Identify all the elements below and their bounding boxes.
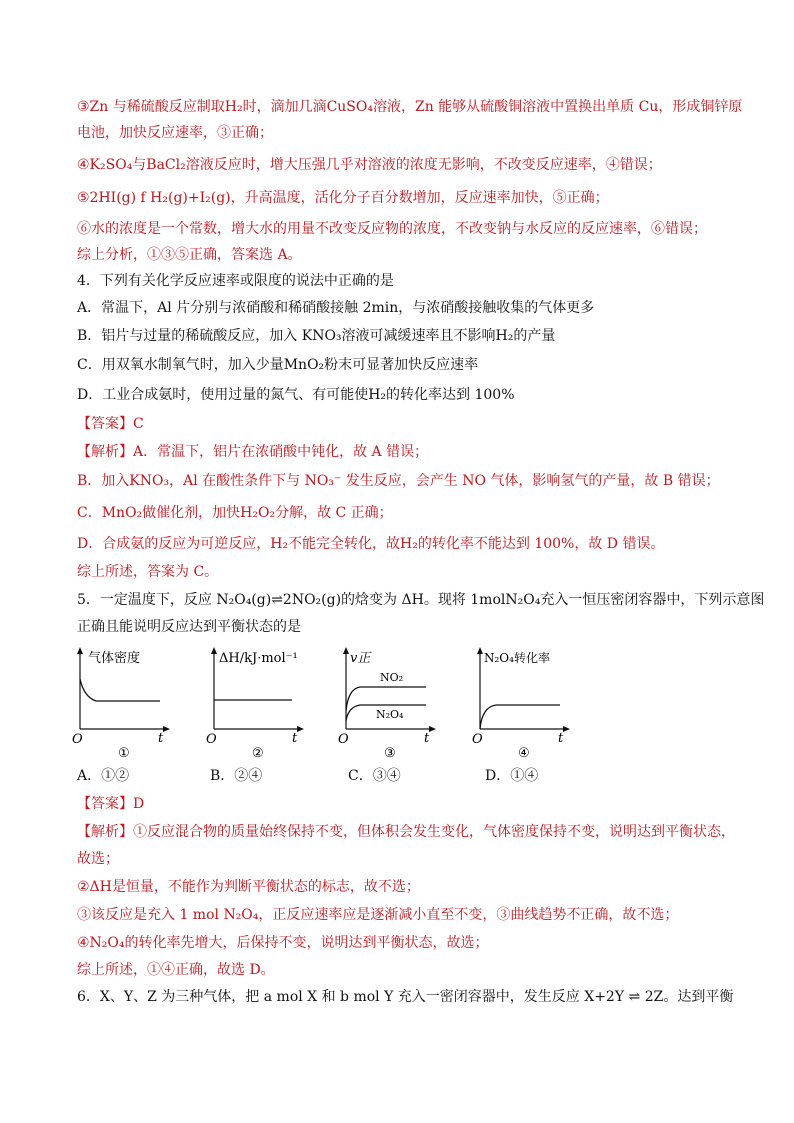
q5-diagram-1 xyxy=(70,645,180,764)
x-arrow xyxy=(563,726,570,732)
q5-exp-1a: 【解析】①反应混合物的质量始终保持不变，但体积会发生变化，气体密度保持不变，说明达到平衡状态， xyxy=(77,824,735,840)
chart-number: ② xyxy=(252,746,264,760)
q5-diagram-4 xyxy=(470,645,580,764)
chart-number: ① xyxy=(118,746,130,760)
y-arrow xyxy=(77,647,83,654)
q6-stem: 6．X、Y、Z 为三种气体，把 a mol X 和 b mol Y 充入一密闭容器中，发生反应 X+2Y ⇌ 2Z。达到平衡 xyxy=(77,989,734,1005)
y-arrow xyxy=(211,647,217,654)
origin-label: O xyxy=(338,732,349,747)
q5-option-a: A．①② xyxy=(77,768,130,784)
q5-stem-2: 正确且能说明反应达到平衡状态的是 xyxy=(77,619,301,635)
q5-exp-3: ③该反应是充入 1 mol N₂O₄，正反应速率应是逐渐减小直至不变，③曲线趋势不正确，故不选； xyxy=(77,907,679,923)
q4-exp-2: B．加入KNO₃，Al 在酸性条件下与 NO₃⁻ 发生反应，会产生 NO 气体，影响氢气的产量，故 B 错误； xyxy=(77,473,720,489)
y-arrow xyxy=(343,647,349,654)
q5-exp-5: 综上所述，①④正确，故选 D。 xyxy=(77,962,275,978)
chart-number: ④ xyxy=(518,746,530,760)
exp-line-3b: 电池，加快反应速率，③正确； xyxy=(77,125,273,141)
q5-exp-1b: 故选； xyxy=(77,851,119,867)
t-label: t xyxy=(158,731,164,746)
x-arrow xyxy=(297,726,304,732)
chart-number: ③ xyxy=(384,746,396,760)
exp-line-3a: ③Zn 与稀硫酸反应制取H₂时，滴加几滴CuSO₄溶液，Zn 能够从硫酸铜溶液中置换出单质 Cu，形成铜锌原 xyxy=(77,99,743,115)
q5-diagram-2 xyxy=(204,645,314,764)
q4-exp-1: 【解析】A．常温下，铝片在浓硝酸中钝化，故 A 错误； xyxy=(77,444,429,460)
q5-option-d: D．①④ xyxy=(485,768,539,784)
q5-exp-2: ②ΔH是恒量，不能作为判断平衡状态的标志，故不选； xyxy=(77,879,420,895)
q4-stem: 4．下列有关化学反应速率或限度的说法中正确的是 xyxy=(77,273,394,289)
q5-stem-1: 5．一定温度下，反应 N₂O₄(g)⇌2NO₂(g)的焓变为 ΔH。现将 1molN₂O₄充入一恒压密闭容器中，下列示意图 xyxy=(77,592,765,608)
chart-ylabel: ΔH/kJ·mol⁻¹ xyxy=(219,651,298,666)
q4-option-a: A．常温下，Al 片分别与浓硝酸和稀硝酸接触 2min，与浓硝酸接触收集的气体更多 xyxy=(77,300,595,316)
origin-label: O xyxy=(72,732,83,747)
q5-option-c: C．③④ xyxy=(348,768,401,784)
q4-exp-5: 综上所述，答案为 C。 xyxy=(77,564,219,580)
q5-answer: 【答案】D xyxy=(77,796,145,812)
q4-option-c: C．用双氧水制氧气时，加入少量MnO₂粉末可显著加快反应速率 xyxy=(77,357,479,373)
q4-answer: 【答案】C xyxy=(77,416,144,432)
series-label-no2: NO₂ xyxy=(380,671,404,684)
q5-diagram-3 xyxy=(336,645,446,764)
series-label-n2o4: N₂O₄ xyxy=(376,708,404,721)
t-label: t xyxy=(424,731,430,746)
exp-line-5: ⑤2HI(g) f H₂(g)+I₂(g)，升高温度，活化分子百分数增加，反应速率加快，⑤正确； xyxy=(77,190,609,206)
y-arrow xyxy=(477,647,483,654)
origin-label: O xyxy=(206,732,217,747)
q4-exp-3: C．MnO₂做催化剂，加快H₂O₂分解，故 C 正确； xyxy=(77,505,393,521)
x-arrow xyxy=(163,726,170,732)
origin-label: O xyxy=(472,732,483,747)
q5-exp-4: ④N₂O₄的转化率先增大，后保持不变，说明达到平衡状态，故选； xyxy=(77,935,489,951)
chart-ylabel: 气体密度 xyxy=(88,651,141,666)
q4-exp-4: D．合成氨的反应为可逆反应，H₂不能完全转化，故H₂的转化率不能达到 100%，故 D 错误。 xyxy=(77,536,665,552)
chart-ylabel: v正 xyxy=(350,651,371,666)
exp-summary: 综上分析，①③⑤正确，答案选 A。 xyxy=(77,247,302,263)
x-arrow xyxy=(429,726,436,732)
q5-option-b: B．②④ xyxy=(210,768,263,784)
chart-ylabel: N₂O₄转化率 xyxy=(484,651,550,665)
exp-line-4: ④K₂SO₄与BaCl₂溶液反应时，增大压强几乎对溶液的浓度无影响，不改变反应速率，④错误； xyxy=(77,157,662,173)
t-label: t xyxy=(292,731,298,746)
q4-option-b: B．铝片与过量的稀硫酸反应，加入 KNO₃溶液可减缓速率且不影响H₂的产量 xyxy=(77,328,556,344)
curve xyxy=(80,679,160,701)
conversion-curve xyxy=(480,705,560,729)
t-label: t xyxy=(558,731,564,746)
exp-line-6: ⑥水的浓度是一个常数，增大水的用量不改变反应物的浓度，不改变钠与水反应的反应速率，⑥错误； xyxy=(77,221,707,237)
q4-option-d: D．工业合成氨时，使用过量的氮气、有可能使H₂的转化率达到 100% xyxy=(77,387,515,403)
